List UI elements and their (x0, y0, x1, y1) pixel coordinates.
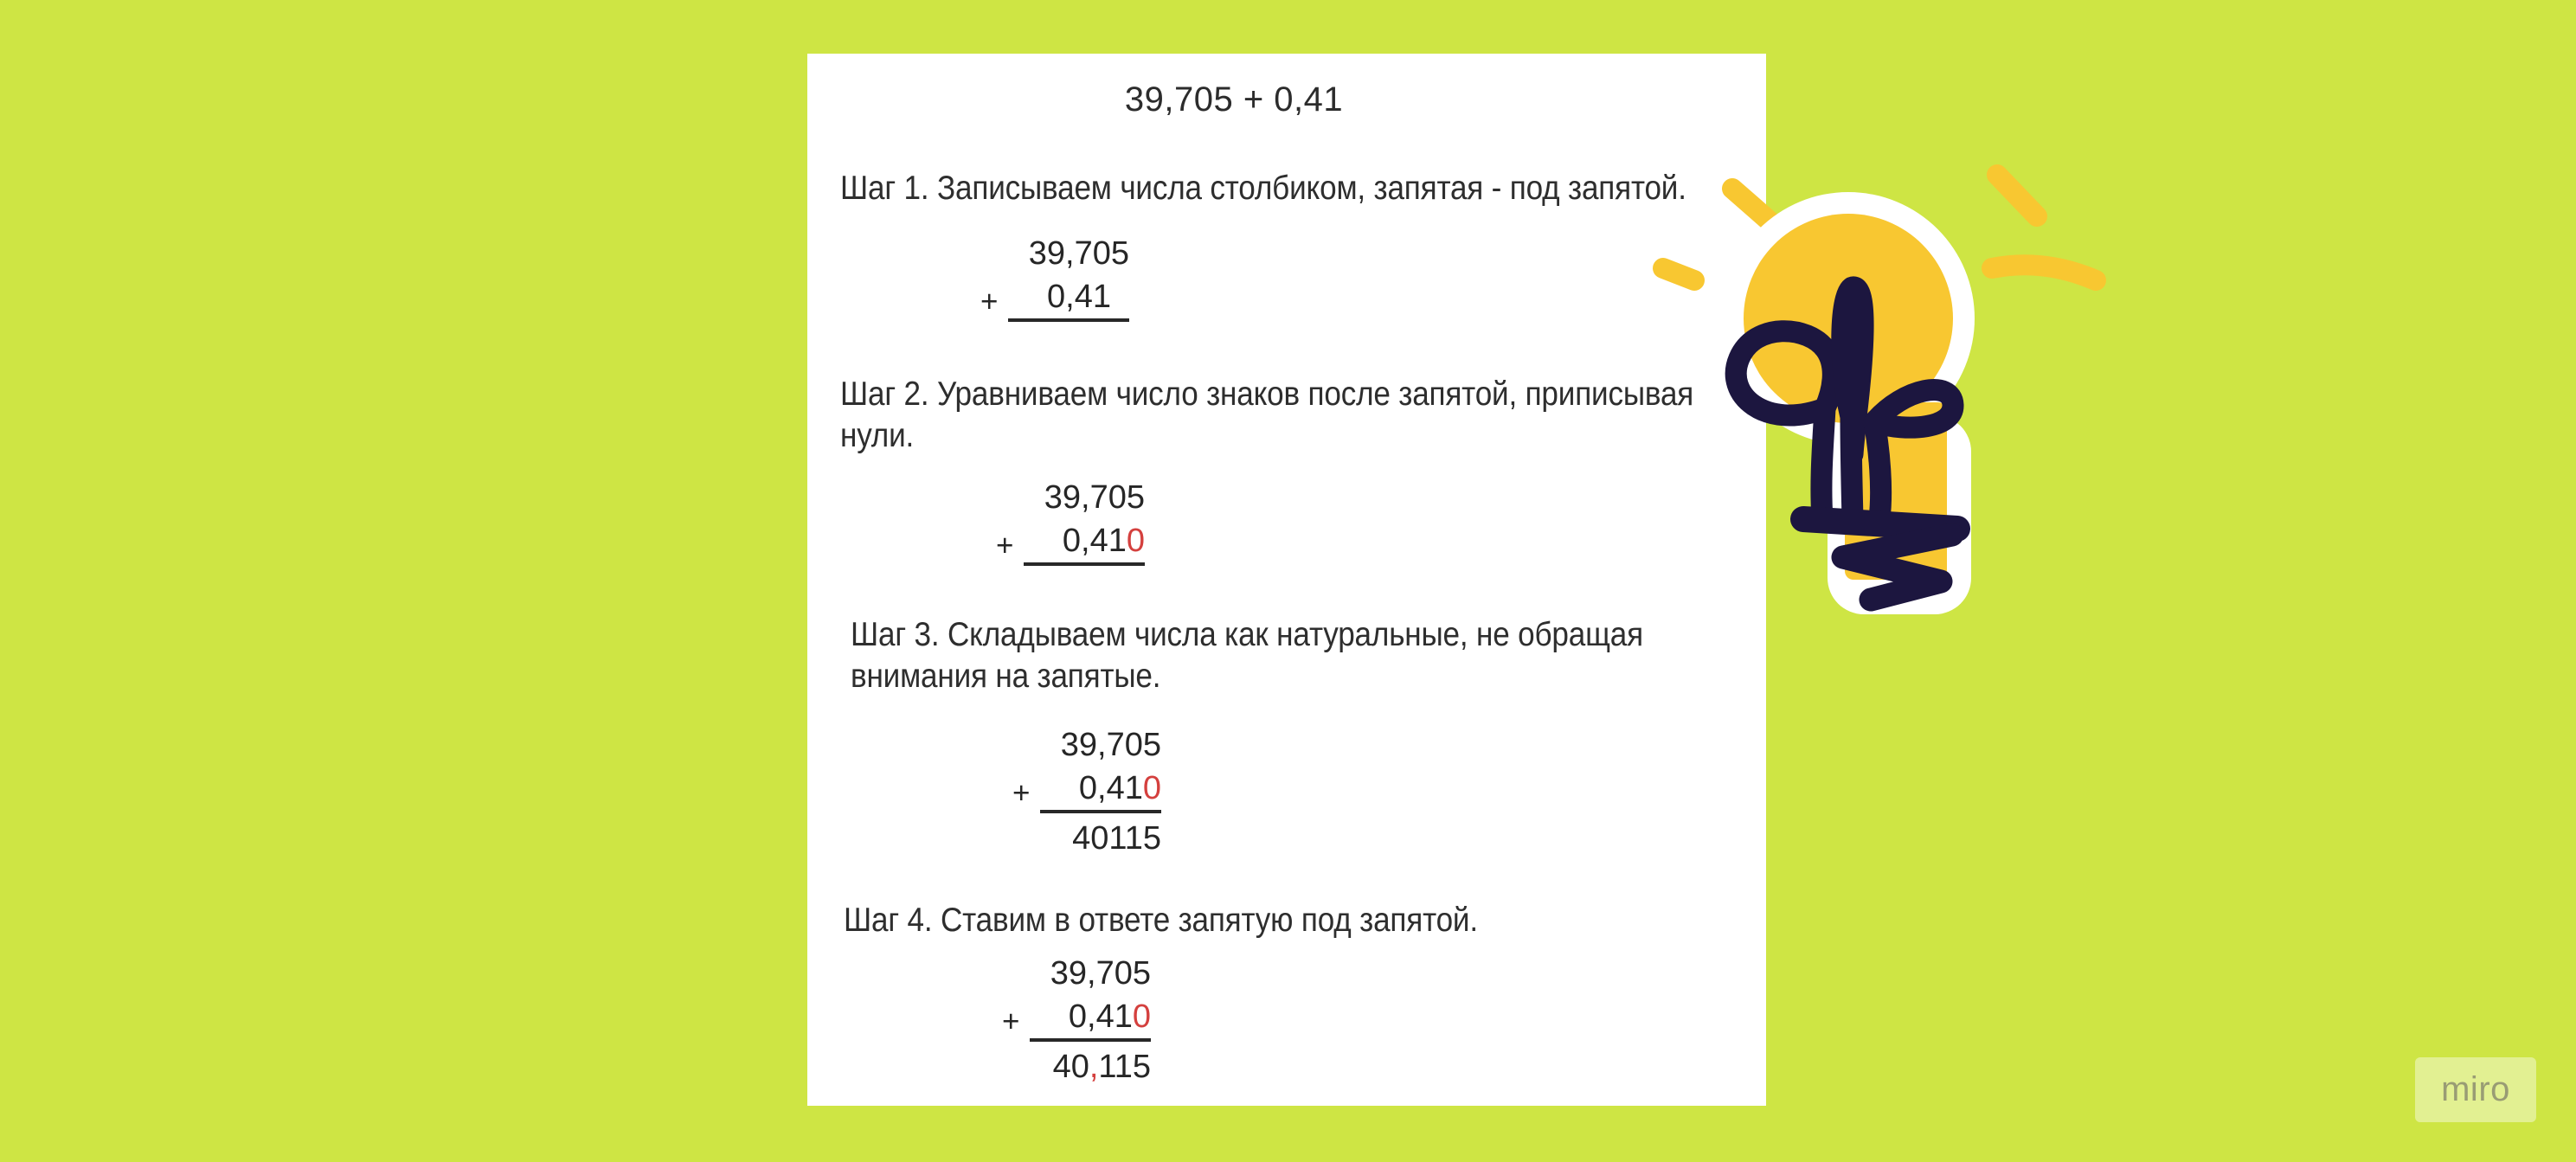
step-1-heading-line: Шаг 1. Записываем числа столбиком, запятая - под запятой. (840, 170, 1686, 207)
ray-top-left-icon (1732, 189, 1774, 225)
miro-watermark (2415, 1057, 2536, 1122)
ray-left-icon (1663, 268, 1694, 280)
step-3-addition (1012, 723, 1161, 860)
addend-bottom-row (1008, 275, 1129, 322)
sum-result (1030, 1045, 1151, 1088)
step-4-addition (1002, 952, 1151, 1088)
result-before-comma: 40 (1052, 1049, 1089, 1085)
result-after-comma: 115 (1098, 1049, 1151, 1085)
addend-bottom: 0,41 (1047, 279, 1111, 315)
appended-zero: 0 (1142, 770, 1161, 806)
addend-bottom: 0,41 (1068, 998, 1133, 1035)
step-1-addition (980, 232, 1129, 322)
step-2-heading (840, 374, 1694, 457)
plus-sign: + (1012, 776, 1031, 810)
sum-result: 40115 (1072, 820, 1161, 857)
ray-top-right-icon (1997, 175, 2037, 216)
miro-watermark-label: miro (2441, 1070, 2510, 1108)
step-2-addition (996, 476, 1145, 566)
addend-top: 39,705 (1028, 235, 1129, 272)
lightbulb-sticker[interactable] (1653, 156, 2111, 627)
appended-zero: 0 (1126, 523, 1145, 559)
step-2-heading-line: нули. (840, 417, 915, 454)
problem-title: 39,705 + 0,41 (1124, 80, 1344, 119)
step-4-heading (844, 900, 1666, 941)
addend-bottom: 0,41 (1078, 770, 1143, 806)
addend-bottom: 0,41 (1062, 523, 1127, 559)
plus-sign: + (980, 285, 999, 318)
step-3-heading-line: Шаг 3. Складываем числа как натуральные, не обращая (851, 616, 1643, 653)
step-3-heading (851, 614, 1667, 697)
plus-sign: + (996, 529, 1014, 562)
addend-bottom-row (1024, 519, 1145, 566)
addend-top: 39,705 (1050, 955, 1151, 992)
addend-bottom-row (1030, 995, 1151, 1042)
appended-zero: 0 (1132, 998, 1151, 1035)
addend-bottom-row (1040, 767, 1161, 813)
step-1-heading (840, 168, 1686, 209)
addend-top: 39,705 (1060, 727, 1161, 763)
ray-right-icon (1992, 265, 2096, 280)
plus-sign: + (1002, 1005, 1020, 1038)
result-comma: , (1089, 1049, 1099, 1085)
step-4-heading-line: Шаг 4. Ставим в ответе запятую под запятой. (844, 902, 1478, 939)
addend-top: 39,705 (1044, 479, 1145, 516)
step-2-heading-line: Шаг 2. Уравниваем число знаков после запятой, приписывая (840, 376, 1694, 413)
worksheet-card[interactable] (807, 54, 1766, 1106)
step-3-heading-line: внимания на запятые. (851, 658, 1161, 695)
